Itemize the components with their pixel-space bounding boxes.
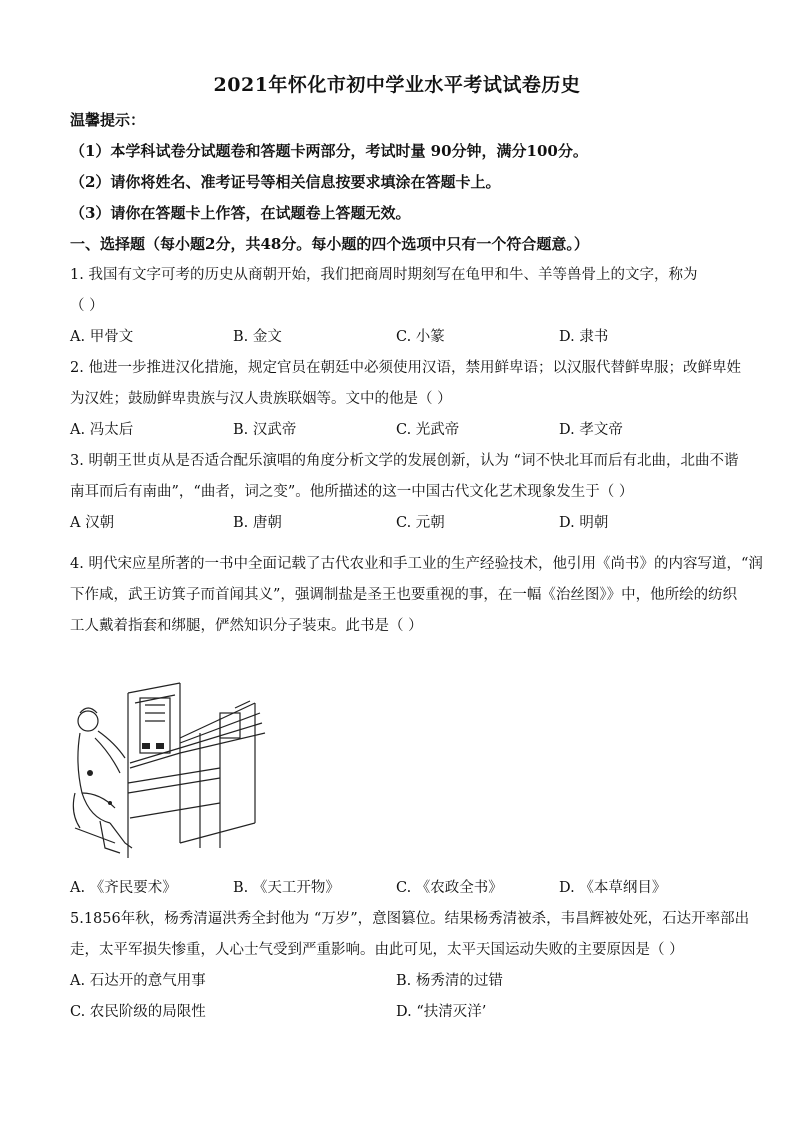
page-title: 2021年怀化市初中学业水平考试试卷历史 xyxy=(213,74,581,96)
question-5-line-2: 走，太平军损失惨重，人心士气受到严重影响。由此可见，太平天国运动失败的主要原因是（ ） xyxy=(70,942,684,958)
q2-option-b: B. 汉武帝 xyxy=(233,422,297,438)
q3-option-b: B. 唐朝 xyxy=(233,515,282,531)
notice-item-1: （1）本学科试卷分试题卷和答题卡两部分，考试时量 90分钟，满分100分。 xyxy=(70,142,588,160)
question-5-line-1: 5.1856年秋，杨秀清逼洪秀全封他为 “万岁”，意图篡位。结果杨秀清被杀，韦昌辉被处死，石达开率部出 xyxy=(70,911,750,927)
question-4-line-1: 4. 明代宋应星所著的一书中全面记载了古代农业和手工业的生产经验技术，他引用《尚书》的内容写道，“润 xyxy=(70,556,763,572)
question-2-line-1: 2. 他进一步推进汉化措施，规定官员在朝廷中必须使用汉语，禁用鲜卑语；以汉服代替鲜卑服；改鲜卑姓 xyxy=(70,360,741,376)
q2-option-d: D. 孝文帝 xyxy=(559,422,623,438)
q5-option-c: C. 农民阶级的局限性 xyxy=(70,1004,206,1020)
q2-option-a: A. 冯太后 xyxy=(70,422,134,438)
q4-option-c: C. 《农政全书》 xyxy=(396,880,503,896)
notice-item-2: （2）请你将姓名、准考证号等相关信息按要求填涂在答题卡上。 xyxy=(70,173,501,191)
q3-option-c: C. 元朝 xyxy=(396,515,445,531)
question-1-line-1: 1. 我国有文字可考的历史从商朝开始，我们把商周时期刻写在龟甲和牛、羊等兽骨上的文字，称为 xyxy=(70,267,698,283)
q2-option-c: C. 光武帝 xyxy=(396,422,460,438)
q4-option-d: D. 《本草纲目》 xyxy=(559,880,667,896)
question-2-line-2: 为汉姓；鼓励鲜卑贵族与汉人贵族联姻等。文中的他是（ ） xyxy=(70,391,452,407)
q1-option-a: A. 甲骨文 xyxy=(70,329,134,345)
question-4-line-3: 工人戴着指套和绑腿，俨然知识分子装束。此书是（ ） xyxy=(70,618,423,634)
question-1-line-2: （ ） xyxy=(70,298,104,314)
q1-option-d: D. 隶书 xyxy=(559,329,609,345)
question-3-line-1: 3. 明朝王世贞从是否适合配乐演唱的角度分析文学的发展创新，认为 “词不快北耳而后有北曲，北曲不谐 xyxy=(70,453,739,469)
q4-option-b: B. 《天工开物》 xyxy=(233,880,340,896)
question-3-line-2: 南耳而后有南曲”，“曲者，词之变”。他所描述的这一中国古代文化艺术现象发生于（ ） xyxy=(70,484,634,500)
q4-option-a: A. 《齐民要术》 xyxy=(70,880,177,896)
q5-option-b: B. 杨秀清的过错 xyxy=(396,973,503,989)
q3-option-a: A 汉朝 xyxy=(70,515,115,531)
q5-option-a: A. 石达开的意气用事 xyxy=(70,973,206,989)
notice-item-3: （3）请你在答题卡上作答，在试题卷上答题无效。 xyxy=(70,204,411,222)
section-heading: 一、选择题（每小题2分，共48分。每小题的四个选项中只有一个符合题意。） xyxy=(70,235,589,253)
weaving-loom-illustration-icon xyxy=(70,643,270,868)
notice-heading: 温馨提示： xyxy=(70,111,146,129)
q3-option-d: D. 明朝 xyxy=(559,515,609,531)
q1-option-c: C. 小篆 xyxy=(396,329,445,345)
q1-option-b: B. 金文 xyxy=(233,329,282,345)
question-4-line-2: 下作咸，武王访箕子而首闻其义”，强调制盐是圣王也要重视的事，在一幅《治丝图》》中，他所绘的纺织 xyxy=(70,587,738,603)
q5-option-d: D. “扶清灭洋’ xyxy=(396,1004,487,1020)
